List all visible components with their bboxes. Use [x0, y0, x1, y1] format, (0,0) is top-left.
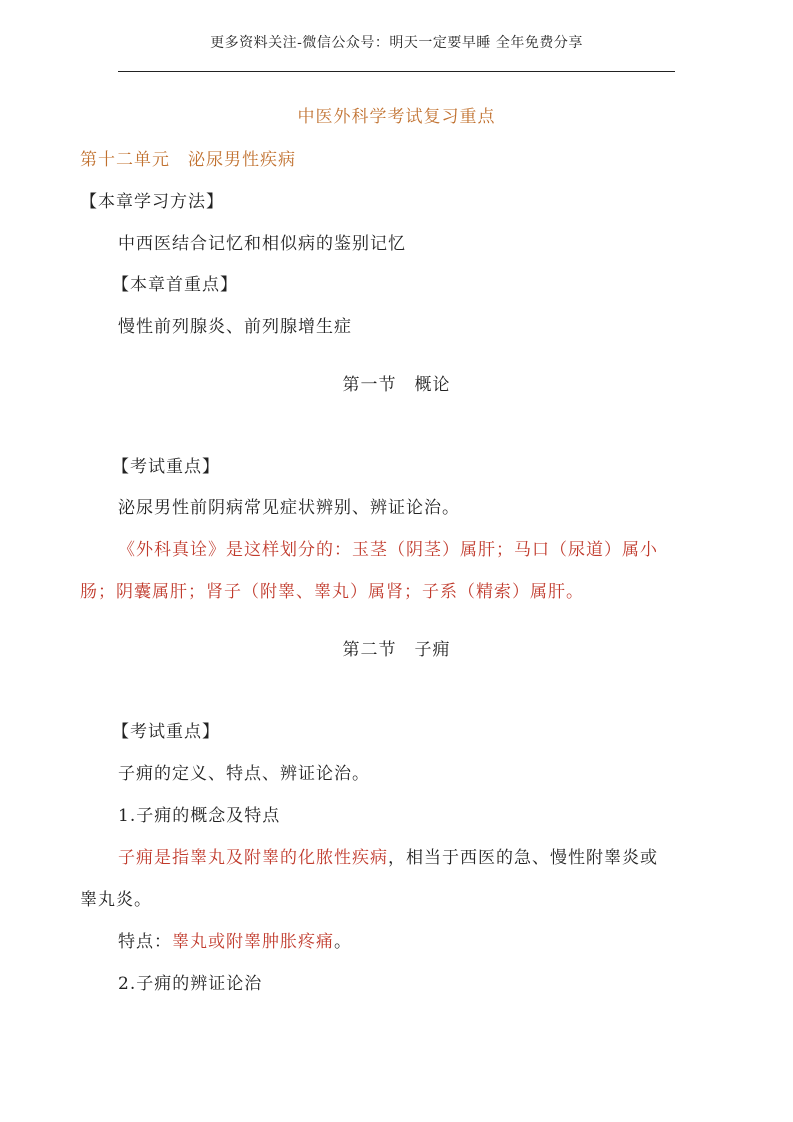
key-heading: 【本章首重点】 — [112, 275, 238, 295]
feature-label: 特点： — [118, 932, 172, 952]
feature-emphasis: 睾丸或附睾肿胀疼痛 — [172, 932, 334, 952]
method-text: 中西医结合记忆和相似病的鉴别记忆 — [118, 234, 406, 254]
header-divider — [118, 71, 675, 72]
section2-title: 第二节 子痈 — [342, 640, 451, 660]
section2-item1: 1.子痈的概念及特点 — [118, 806, 281, 826]
section1-title: 第一节 概论 — [342, 375, 451, 395]
section2-item2: 2.子痈的辨证论治 — [118, 974, 263, 994]
feature-end: 。 — [334, 932, 352, 952]
section2-exam-text: 子痈的定义、特点、辨证论治。 — [118, 764, 370, 784]
section2-feature — [118, 927, 352, 952]
section2-definition — [118, 843, 658, 868]
section1-note-line2: 肠；阴囊属肝；肾子（附睾、睾丸）属肾；子系（精索）属肝。 — [80, 582, 584, 602]
definition-emphasis: 子痈是指睾丸及附睾的化脓性疾病 — [118, 848, 388, 868]
document-title: 中医外科学考试复习重点 — [297, 107, 496, 127]
page-header: 更多资料关注-微信公众号：明天一定要早睡 全年免费分享 — [210, 35, 583, 51]
section1-exam-heading: 【考试重点】 — [112, 457, 220, 477]
unit-title: 第十二单元 泌尿男性疾病 — [80, 150, 296, 170]
section2-definition-line2: 睾丸炎。 — [80, 890, 152, 910]
section2-exam-heading: 【考试重点】 — [112, 722, 220, 742]
key-text: 慢性前列腺炎、前列腺增生症 — [118, 317, 352, 337]
method-heading: 【本章学习方法】 — [80, 192, 224, 212]
section1-exam-text: 泌尿男性前阴病常见症状辨别、辨证论治。 — [118, 498, 460, 518]
section1-note-line1: 《外科真诠》是这样划分的：玉茎（阴茎）属肝；马口（尿道）属小 — [118, 540, 658, 560]
definition-rest: ，相当于西医的急、慢性附睾炎或 — [388, 848, 658, 868]
